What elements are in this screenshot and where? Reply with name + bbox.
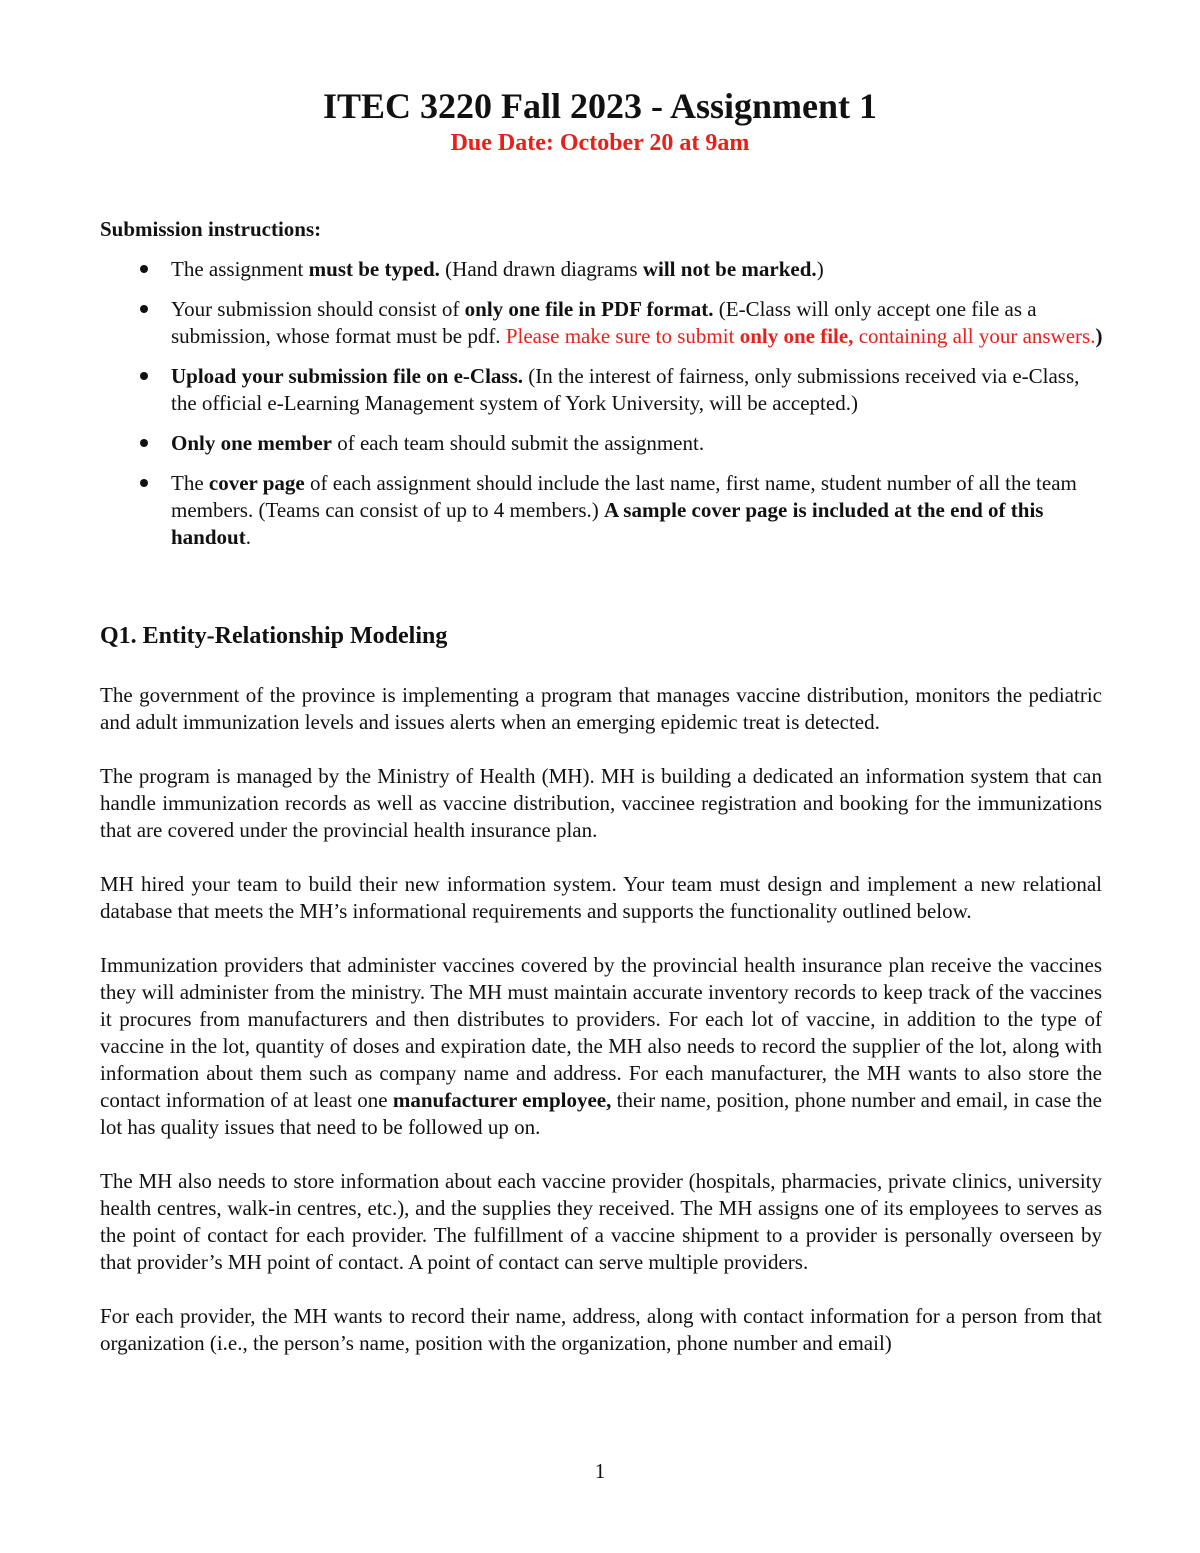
paragraph: Immunization providers that administer vaccines covered by the provincial health insurance plan receive the vaccines they will administer from the ministry. The MH must maintain accurate inventory records to keep track of the vaccines it procures from manufacturers and then distributes to providers. For each lot of vaccine, in addition to the type of vaccine in the lot, quantity of doses and expiration date, the MH also needs to record the supplier of the lot, along with information about them such as company name and address. For each manufacturer, the MH wants to also store the contact information of at least one manufacturer employee, their name, position, phone number and email, in case the lot has quality issues that need to be followed up on. — [100, 953, 1102, 1139]
list-item: Only one member of each team should submit the assignment. — [100, 430, 1104, 457]
paragraph: For each provider, the MH wants to record their name, address, along with contact information for a person from that organization (i.e., the person’s name, position with the organization, phone number and email) — [100, 1304, 1102, 1355]
list-item: The cover page of each assignment should include the last name, first name, student number of all the team members. (Teams can consist of up to 4 members.) A sample cover page is included at the end of this handout. — [100, 470, 1104, 551]
page-title: ITEC 3220 Fall 2023 - Assignment 1 — [322, 86, 878, 126]
list-item: Upload your submission file on e-Class. (In the interest of fairness, only submissions received via e-Class, the official e-Learning Management system of York University, will be accepted.) — [100, 363, 1104, 417]
list-item: Your submission should consist of only one file in PDF format. (E-Class will only accept one file as a submission, whose format must be pdf. Please make sure to submit only one file, containing all your answers.) — [100, 296, 1104, 350]
q1-body — [100, 682, 1102, 1384]
list-item: The assignment must be typed. (Hand drawn diagrams will not be marked.) — [100, 256, 1104, 283]
paragraph: The program is managed by the Ministry of Health (MH). MH is building a dedicated an information system that can handle immunization records as well as vaccine distribution, vaccinee registration and booking for the immunizations that are covered under the provincial health insurance plan. — [100, 764, 1102, 842]
section-heading-q1: Q1. Entity-Relationship Modeling — [100, 623, 448, 649]
due-date: Due Date: October 20 at 9am — [450, 130, 750, 156]
submission-list — [100, 256, 1104, 564]
submission-heading: Submission instructions: — [100, 217, 322, 241]
page-number: 1 — [594, 1459, 606, 1483]
paragraph: The government of the province is implementing a program that manages vaccine distribution, monitors the pediatric and adult immunization levels and issues alerts when an emerging epidemic treat is detected. — [100, 683, 1102, 734]
paragraph: MH hired your team to build their new information system. Your team must design and implement a new relational database that meets the MH’s informational requirements and supports the functionality outlined below. — [100, 872, 1102, 923]
paragraph: The MH also needs to store information about each vaccine provider (hospitals, pharmacies, private clinics, university health centres, walk-in centres, etc.), and the supplies they received. The MH assigns one of its employees to serves as the point of contact for each provider. The fulfillment of a vaccine shipment to a provider is personally overseen by that provider’s MH point of contact. A point of contact can serve multiple providers. — [100, 1169, 1102, 1274]
